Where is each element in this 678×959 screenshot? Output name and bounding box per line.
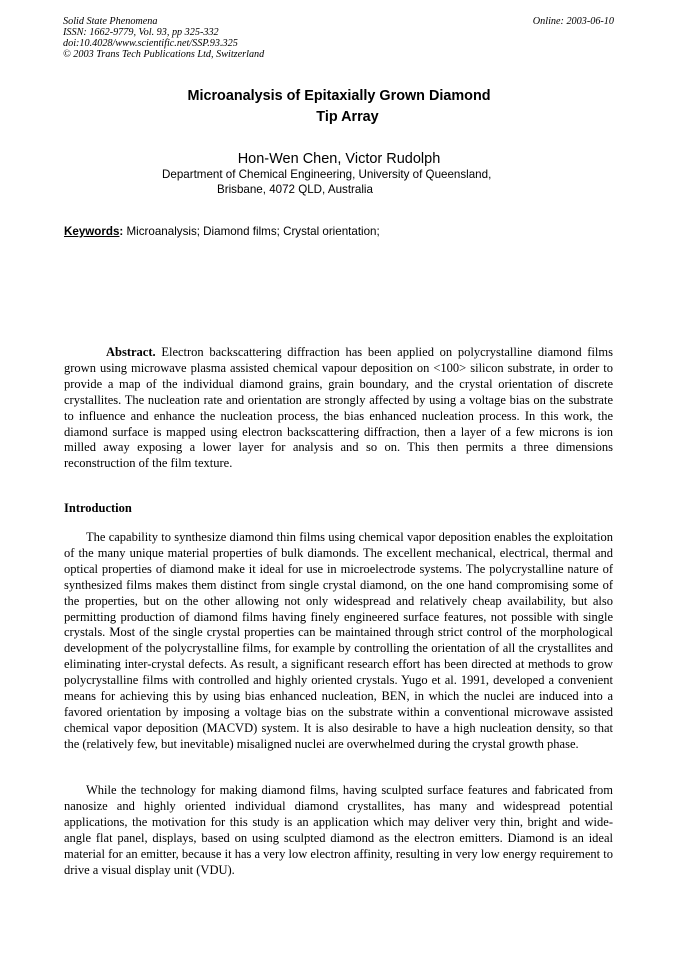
keywords-label: Keywords: [64, 225, 120, 238]
copyright-line: © 2003 Trans Tech Publications Ltd, Switzerland: [63, 49, 265, 60]
abstract-label: Abstract.: [106, 345, 156, 359]
affiliation-line-1: Department of Chemical Engineering, University of Queensland,: [162, 168, 492, 181]
introduction-paragraph-1: The capability to synthesize diamond thin films using chemical vapor deposition enables the exploitation of the many unique material properties of bulk diamonds. The excellent mechanical, electrical, thermal and optical properties of diamond make it ideal for use in microelectrode systems. The polycrystalline nature of synthesized films makes them distinct from single crystal diamond, on the one hand compromising some of the properties, but on the other allowing not only widespread and relatively cheap availability, but also permitting production of diamond films having finely engineered surface features, not possible with single crystals. Most of the single crystal properties can be maintained through strict control of the morphological development of the polycrystalline films, for example by controlling the orientation of all the crystallites and eliminating inter-crystal defects. As result, a significant research effort has been directed at methods to grow polycrystalline films with controlled and highly oriented crystals. Yugo et al. 1991, developed a convenient means for achieving this by using bias enhanced nucleation, BEN, in which the nuclei are induced into a favored orientation by imposing a voltage bias on the substrate within a conventional microwave assisted chemical vapor deposition (MACVD) system. It is also desirable to have a high nucleation density, so that the (relatively few, but inevitable) misaligned nuclei are overwhelmed during the crystal growth phase.: [64, 530, 613, 751]
journal-header: [63, 16, 614, 60]
issn-line: ISSN: 1662-9779, Vol. 93, pp 325-332: [63, 27, 219, 38]
keywords: [64, 225, 380, 239]
keywords-colon: :: [119, 225, 124, 238]
online-date: Online: 2003-06-10: [532, 16, 614, 27]
introduction-heading: Introduction: [64, 501, 132, 515]
introduction-paragraph-2: While the technology for making diamond films, having sculpted surface features and fabricated from nanosize and highly oriented individual diamond crystallites, has many and widespread potential applications, the motivation for this study is an application which may deliver very thin, bright and wide-angle flat panel, displays, based on using sculpted diamond as the electron emitters. Diamond is an ideal material for an emitter, because it has a very low electron affinity, resulting in very low energy requirement to drive a visual display unit (VDU).: [64, 783, 613, 877]
abstract: [64, 345, 613, 472]
abstract-text: Electron backscattering diffraction has been applied on polycrystalline diamond films grown using microwave plasma assisted chemical vapour deposition on <100> silicon substrate, in order to provide a map of the individual diamond grains, grain boundary, and the crystal orientation of discrete crystallites. The nucleation rate and orientation are strongly affected by using a voltage bias on the substrate to influence and enhance the nucleation process, the bias enhanced nucleation process. In this work, the diamond surface is mapped using electron backscattering diffraction, then a layer of a few microns is ion milled away exposing a lower layer for analysis and so on. This then permits a three dimensions reconstruction of the film texture.: [64, 345, 613, 471]
title-line-2: Tip Array: [316, 109, 379, 125]
doi-line: doi:10.4028/www.scientific.net/SSP.93.325: [63, 38, 238, 49]
keywords-text: Microanalysis; Diamond films; Crystal orientation;: [123, 225, 380, 238]
authors: Hon-Wen Chen, Victor Rudolph: [237, 151, 441, 167]
affiliation-line-2: Brisbane, 4072 QLD, Australia: [217, 182, 373, 196]
title-line-1: Microanalysis of Epitaxially Grown Diamond: [187, 88, 491, 104]
paper-title: [0, 86, 678, 128]
affiliation: [162, 168, 491, 197]
journal-name: Solid State Phenomena: [63, 16, 158, 27]
